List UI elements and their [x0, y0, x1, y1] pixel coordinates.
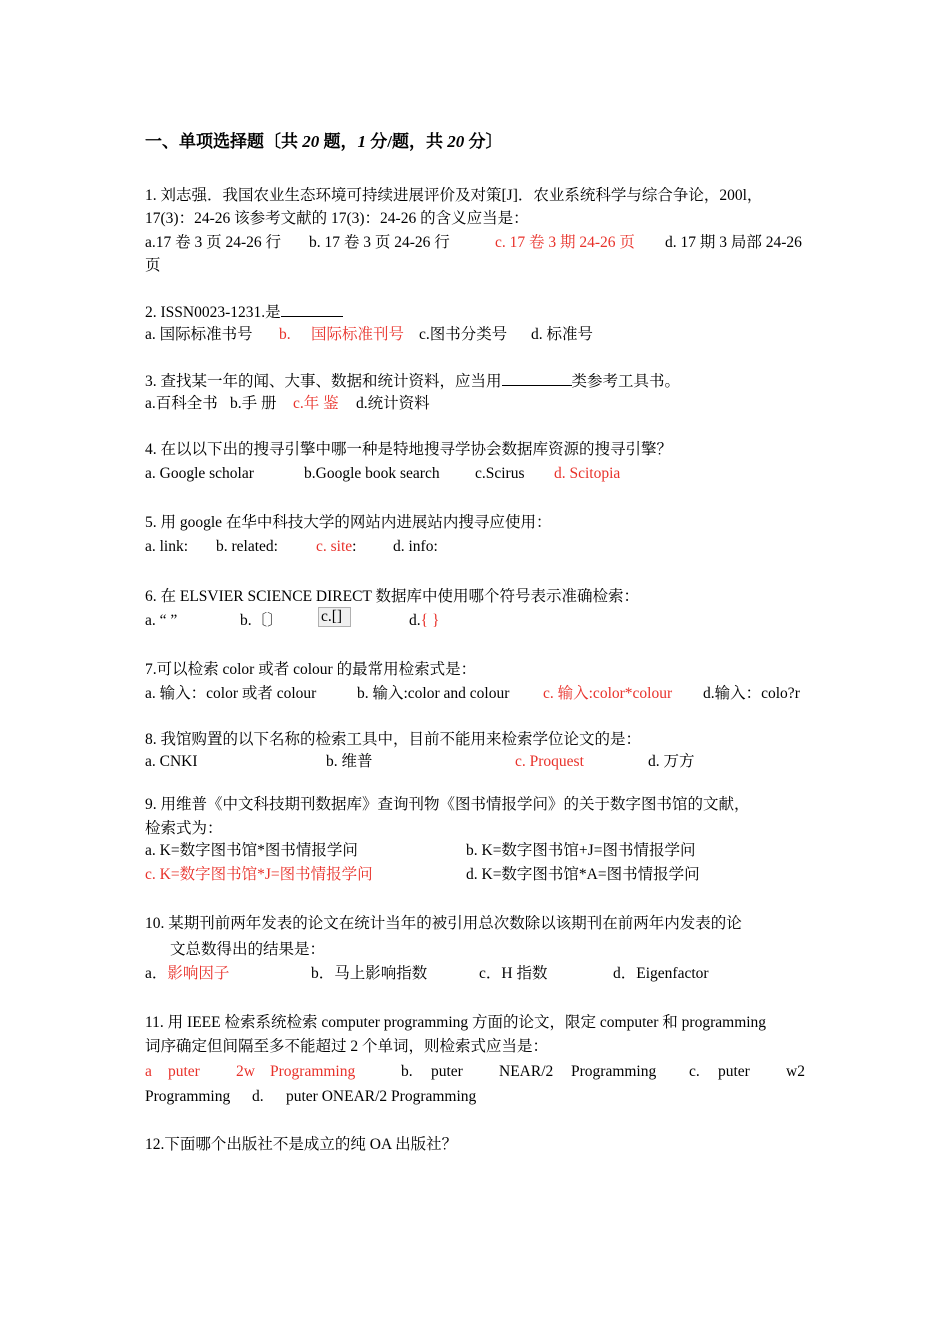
question-4-option-b: b.Google book search — [304, 465, 440, 482]
question-2-stem — [145, 301, 343, 323]
title-text: 分/题，共 — [366, 132, 448, 151]
question-1-option-a: a.17 卷 3 页 24-26 行 — [145, 234, 282, 251]
question-6-option-c: c.[] — [318, 607, 351, 627]
question-7-option-c-answer: c. 输入:color*colour — [543, 685, 673, 702]
question-11-option-b: puter — [431, 1063, 463, 1080]
question-5-option-c — [316, 537, 356, 557]
question-10-option-c: c．H 指数 — [479, 965, 548, 982]
question-6-stem: 6. 在 ELSVIER SCIENCE DIRECT 数据库中使用哪个符号表示准确检索： — [145, 588, 639, 605]
question-7-option-b: b. 输入:color and colour — [357, 685, 510, 702]
question-8-stem: 8. 我馆购置的以下名称的检索工具中，目前不能用来检索学位论文的是： — [145, 731, 642, 748]
question-8-option-b: b. 维普 — [326, 753, 373, 770]
answer-blank — [502, 370, 572, 386]
question-2-option-b-label: b. — [279, 326, 291, 343]
title-total: 20 — [447, 132, 465, 151]
question-5-option-d: d. info: — [393, 538, 438, 555]
question-11-option-c-label: c. — [689, 1063, 700, 1080]
answer-blank — [281, 301, 343, 317]
question-5-stem: 5. 用 google 在华中科技大学的网站内进展站内搜寻应使用： — [145, 514, 552, 531]
question-11-option-b: Programming — [571, 1063, 657, 1080]
question-6-option-d — [409, 611, 439, 631]
question-3-stem-text: 3. 查找某一年的闻、大事、数据和统计资料，应当用 — [145, 373, 502, 390]
question-10-option-d: d．Eigenfactor — [613, 965, 709, 982]
question-9-option-b: b. K=数字图书馆+J=图书情报学问 — [466, 842, 696, 859]
question-12-stem: 12.下面哪个出版社不是成立的纯 OA 出版社？ — [145, 1136, 458, 1153]
question-5-option-a: a. link: — [145, 538, 189, 555]
question-11-stem: 11. 用 IEEE 检索系统检索 computer programming 方面的论文，限定 computer 和 programming — [145, 1014, 767, 1031]
question-2-option-c: c.图书分类号 — [419, 326, 508, 343]
question-4-stem: 4. 在以以下出的搜寻引擎中哪一种是特地搜寻学协会数据库资源的搜寻引擎？ — [145, 441, 673, 458]
question-9-stem: 9. 用维普《中文科技期刊数据库》查询刊物《图书情报学问》的关于数字图书馆的文献， — [145, 796, 750, 813]
question-9-option-a: a. K=数字图书馆*图书情报学问 — [145, 842, 358, 859]
question-1-option-d-wrap: 页 — [145, 257, 161, 274]
question-8-option-d: d. 万方 — [648, 753, 695, 770]
question-2-stem-text: 2. ISSN0023-1231.是 — [145, 304, 281, 321]
question-6-option-a: a. “ ” — [145, 612, 178, 629]
question-11-option-a-label: a — [145, 1063, 152, 1080]
question-7-option-d: d.输入：colo?r — [703, 685, 800, 702]
question-10-option-a-label: a． — [145, 965, 168, 982]
question-7-stem: 7.可以检索 color 或者 colour 的最常用检索式是： — [145, 661, 477, 678]
question-3-option-a: a.百科全书 — [145, 395, 218, 412]
question-1-stem: 1. 刘志强．我国农业生态环境可持续进展评价及对策[J]．农业系统科学与综合争论，200l， — [145, 187, 763, 204]
question-11-option-c: w2 — [786, 1063, 805, 1080]
question-4-option-a: a. Google scholar — [145, 465, 254, 482]
question-11-option-d-label: d. — [252, 1088, 264, 1105]
title-text: 题， — [319, 132, 358, 151]
question-6-option-d-label: d. — [409, 612, 421, 629]
question-1-option-d: d. 17 期 3 局部 24-26 — [665, 234, 802, 251]
question-1-stem: 17(3)：24-26 该参考文献的 17(3)：24-26 的含义应当是： — [145, 210, 529, 227]
question-3-option-c-answer: c.年 鉴 — [293, 395, 339, 412]
question-11-option-d: puter ONEAR/2 Programming — [286, 1088, 477, 1105]
title-text: 分〕 — [464, 132, 503, 151]
question-1-option-c-answer: c. 17 卷 3 期 24-26 页 — [495, 234, 635, 251]
question-4-option-d-answer: d. Scitopia — [554, 465, 621, 482]
question-10-option-b: b．马上影响指数 — [311, 965, 428, 982]
question-11-stem: 词序确定但间隔至多不能超过 2 个单词，则检索式应当是： — [145, 1038, 549, 1055]
question-9-option-c-answer: c. K=数字图书馆*J=图书情报学问 — [145, 866, 373, 883]
question-10-stem: 10. 某期刊前两年发表的论文在统计当年的被引用总次数除以该期刊在前两年内发表的论 — [145, 915, 742, 932]
question-8-option-c-answer: c. Proquest — [515, 753, 584, 770]
question-8-option-a: a. CNKI — [145, 753, 198, 770]
question-11-option-a-answer: puter — [168, 1063, 200, 1080]
title-text: 一、单项选择题〔共 — [145, 132, 303, 151]
question-10-stem: 文总数得出的结果是： — [170, 941, 326, 958]
question-3-option-b: b.手 册 — [230, 395, 277, 412]
question-6-option-b: b.〔〕 — [240, 612, 283, 629]
question-2-option-a: a. 国际标准书号 — [145, 326, 253, 343]
question-11-option-b-label: b. — [401, 1063, 413, 1080]
question-2-option-d: d. 标准号 — [531, 326, 594, 343]
question-2-option-b-answer: 国际标准刊号 — [311, 326, 405, 343]
question-9-stem: 检索式为： — [145, 820, 223, 837]
title-points: 1 — [357, 132, 366, 151]
question-7-option-a: a. 输入：color 或者 colour — [145, 685, 317, 702]
question-5-option-c-colon: : — [352, 538, 357, 555]
question-11-option-a-answer: Programming — [270, 1063, 356, 1080]
question-3-option-d: d.统计资料 — [356, 395, 430, 412]
question-11-option-a-answer: 2w — [236, 1063, 255, 1080]
question-6-option-d-answer: { } — [420, 612, 440, 629]
question-3-stem — [145, 370, 680, 392]
question-4-option-c: c.Scirus — [475, 465, 525, 482]
question-11-option-b: NEAR/2 — [499, 1063, 554, 1080]
question-5-option-c-answer: c. site — [316, 538, 353, 555]
question-10-option-a — [145, 964, 229, 984]
question-11-option-c: Programming — [145, 1088, 231, 1105]
question-3-stem-text: 类参考工具书。 — [571, 373, 681, 390]
question-10-option-a-answer: 影响因子 — [167, 965, 230, 982]
question-1-option-b: b. 17 卷 3 页 24-26 行 — [309, 234, 450, 251]
question-6-option-c-box — [318, 607, 351, 627]
question-5-option-b: b. related: — [216, 538, 278, 555]
title-count: 20 — [302, 132, 320, 151]
section-title — [145, 132, 502, 152]
question-9-option-d: d. K=数字图书馆*A=图书情报学问 — [466, 866, 700, 883]
question-11-option-c: puter — [718, 1063, 750, 1080]
